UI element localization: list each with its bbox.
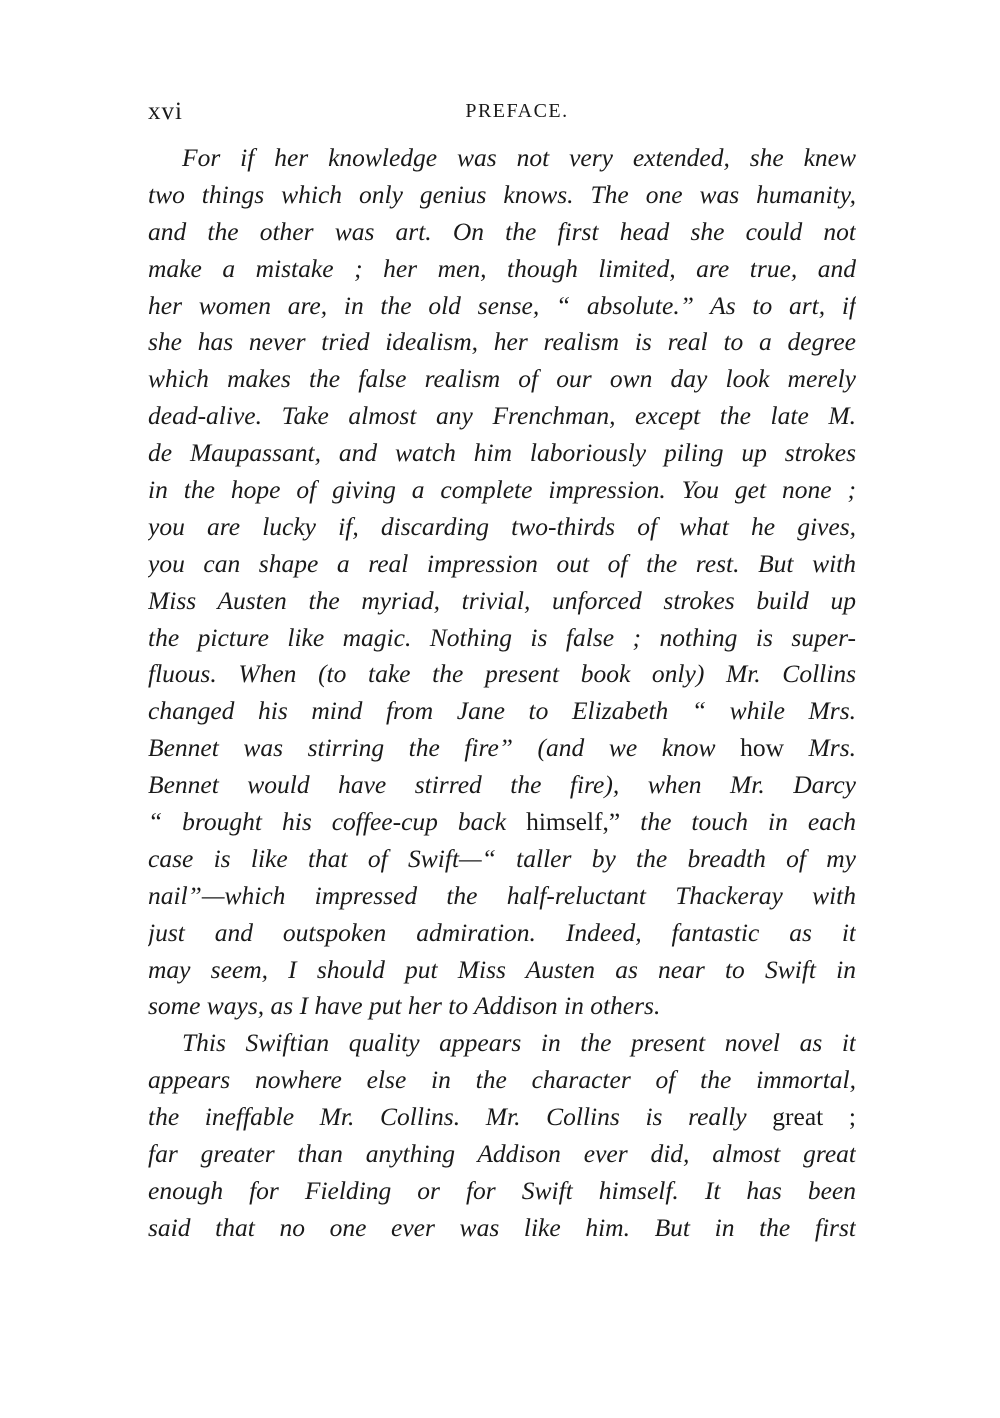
roman-text-span: himself,” xyxy=(526,807,621,837)
text-line: make a mistake ; her men, though limited, are true, and xyxy=(148,253,856,283)
body-text xyxy=(148,140,856,1247)
text-line: fluous. When (to take the present book only) Mr. Collins xyxy=(148,659,856,689)
text-line: some ways, as I have put her to Addison in others. xyxy=(148,991,661,1021)
text-span: Bennet was stirring the fire” (and we know xyxy=(148,733,716,763)
text-line: her women are, in the old sense, “ absolute.” As to art, if xyxy=(148,290,856,320)
text-line: case is like that of Swift—“ taller by the breadth of my xyxy=(148,843,856,873)
roman-text-span: great ; xyxy=(772,1102,856,1132)
text-line: This Swiftian quality appears in the present novel as it xyxy=(182,1028,856,1058)
text-span: “ brought his coffee-cup back xyxy=(148,807,507,837)
text-line: changed his mind from Jane to Elizabeth “ while Mrs. xyxy=(148,696,856,726)
text-line: she has never tried idealism, her realism is real to a degree xyxy=(148,327,856,357)
text-line: dead-alive. Take almost any Frenchman, except the late M. xyxy=(148,401,856,431)
text-line: said that no one ever was like him. But in the first xyxy=(148,1212,856,1242)
text-line: may seem, I should put Miss Austen as near to Swift in xyxy=(148,954,856,984)
page-number: xvi xyxy=(148,98,183,125)
text-span: the ineffable Mr. Collins. Mr. Collins is really xyxy=(148,1102,747,1132)
text-line xyxy=(148,1099,856,1136)
text-line: which makes the false realism of our own day look merely xyxy=(148,364,856,394)
text-line: you can shape a real impression out of the rest. But with xyxy=(148,548,856,578)
text-line xyxy=(148,730,856,767)
text-line: you are lucky if, discarding two-thirds of what he gives, xyxy=(148,511,856,541)
text-line: two things which only genius knows. The one was humanity, xyxy=(148,179,856,209)
text-line: appears nowhere else in the character of the immortal, xyxy=(148,1065,856,1095)
text-span: the touch in each xyxy=(640,807,856,837)
text-line: nail”—which impressed the half-reluctant Thackeray with xyxy=(148,880,856,910)
text-span: Mrs. xyxy=(808,733,856,763)
text-line: Miss Austen the myriad, trivial, unforced strokes build up xyxy=(148,585,856,615)
text-line xyxy=(148,804,856,841)
roman-text-span: how xyxy=(740,733,784,763)
text-line: the picture like magic. Nothing is false ; nothing is super- xyxy=(148,622,856,652)
text-line: in the hope of giving a complete impression. You get none ; xyxy=(148,475,856,505)
text-line: and the other was art. On the first head she could not xyxy=(148,216,856,246)
text-line: For if her knowledge was not very extended, she knew xyxy=(182,143,856,172)
text-line: just and outspoken admiration. Indeed, fantastic as it xyxy=(148,917,856,947)
page-header xyxy=(148,98,856,132)
text-line: far greater than anything Addison ever did, almost great xyxy=(148,1139,856,1169)
text-line: enough for Fielding or for Swift himself. It has been xyxy=(148,1175,856,1205)
text-line: de Maupassant, and watch him laboriously piling up strokes xyxy=(148,438,856,468)
text-line: Bennet would have stirred the fire), when Mr. Darcy xyxy=(148,770,856,800)
running-title: PREFACE. xyxy=(465,100,569,122)
